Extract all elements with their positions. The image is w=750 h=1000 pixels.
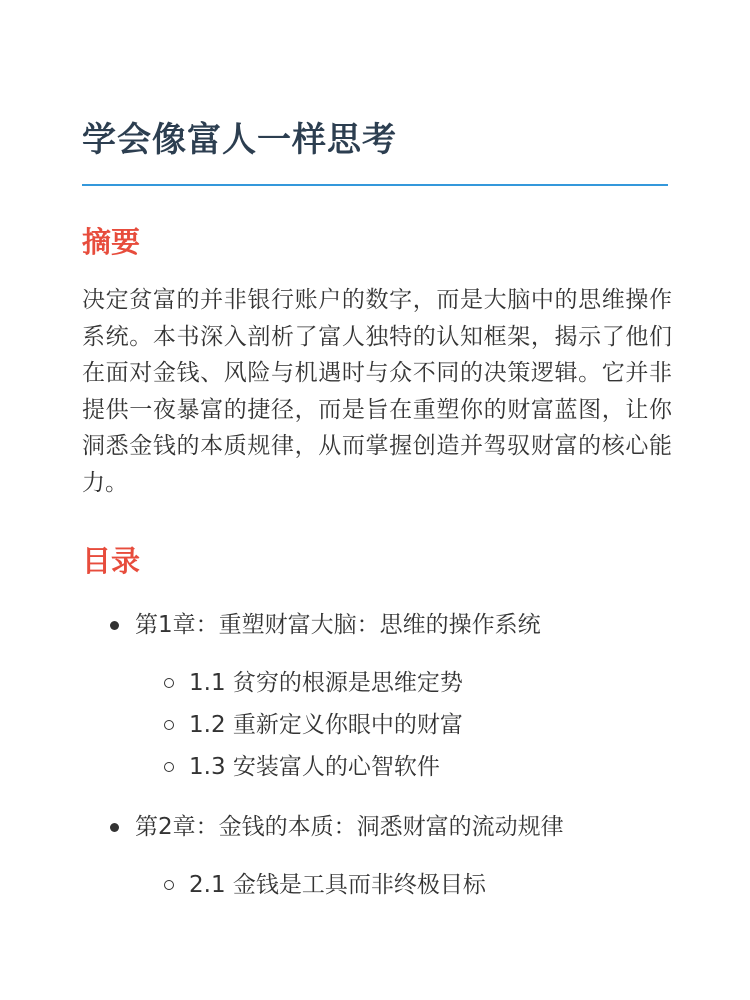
bullet-circle-icon — [164, 720, 174, 730]
section-title: 1.1 贫穷的根源是思维定势 — [189, 670, 463, 696]
bullet-circle-icon — [164, 762, 174, 772]
chapter-title: 第1章：重塑财富大脑：思维的操作系统 — [135, 612, 541, 638]
toc-section — [135, 749, 668, 791]
toc-chapter — [82, 809, 668, 909]
page-title: 学会像富人一样思考 — [82, 120, 397, 160]
toc-list — [82, 607, 668, 909]
summary-heading: 摘要 — [82, 225, 141, 259]
section-title: 1.2 重新定义你眼中的财富 — [189, 712, 463, 738]
toc-chapter — [82, 607, 668, 791]
section-title: 1.3 安装富人的心智软件 — [189, 754, 440, 780]
toc-heading: 目录 — [82, 544, 141, 578]
bullet-circle-icon — [164, 880, 174, 890]
toc-section — [135, 665, 668, 707]
bullet-disc-icon — [110, 823, 119, 832]
chapter-title: 第2章：金钱的本质：洞悉财富的流动规律 — [135, 814, 564, 840]
toc-section — [135, 707, 668, 749]
title-divider — [82, 184, 668, 186]
section-list — [135, 665, 668, 791]
bullet-disc-icon — [110, 621, 119, 630]
section-title: 2.1 金钱是工具而非终极目标 — [189, 872, 486, 898]
summary-paragraph: 决定贫富的并非银行账户的数字，而是大脑中的思维操作系统。本书深入剖析了富人独特的认知框架，揭示了他们在面对金钱、风险与机遇时与众不同的决策逻辑。它并非提供一夜暴富的捷径，而是旨在重塑你的财富蓝图，让你洞悉金钱的本质规律，从而掌握创造并驾驭财富的核心能力。 — [82, 287, 672, 496]
toc-section — [135, 867, 668, 909]
bullet-circle-icon — [164, 678, 174, 688]
section-list — [135, 867, 668, 909]
